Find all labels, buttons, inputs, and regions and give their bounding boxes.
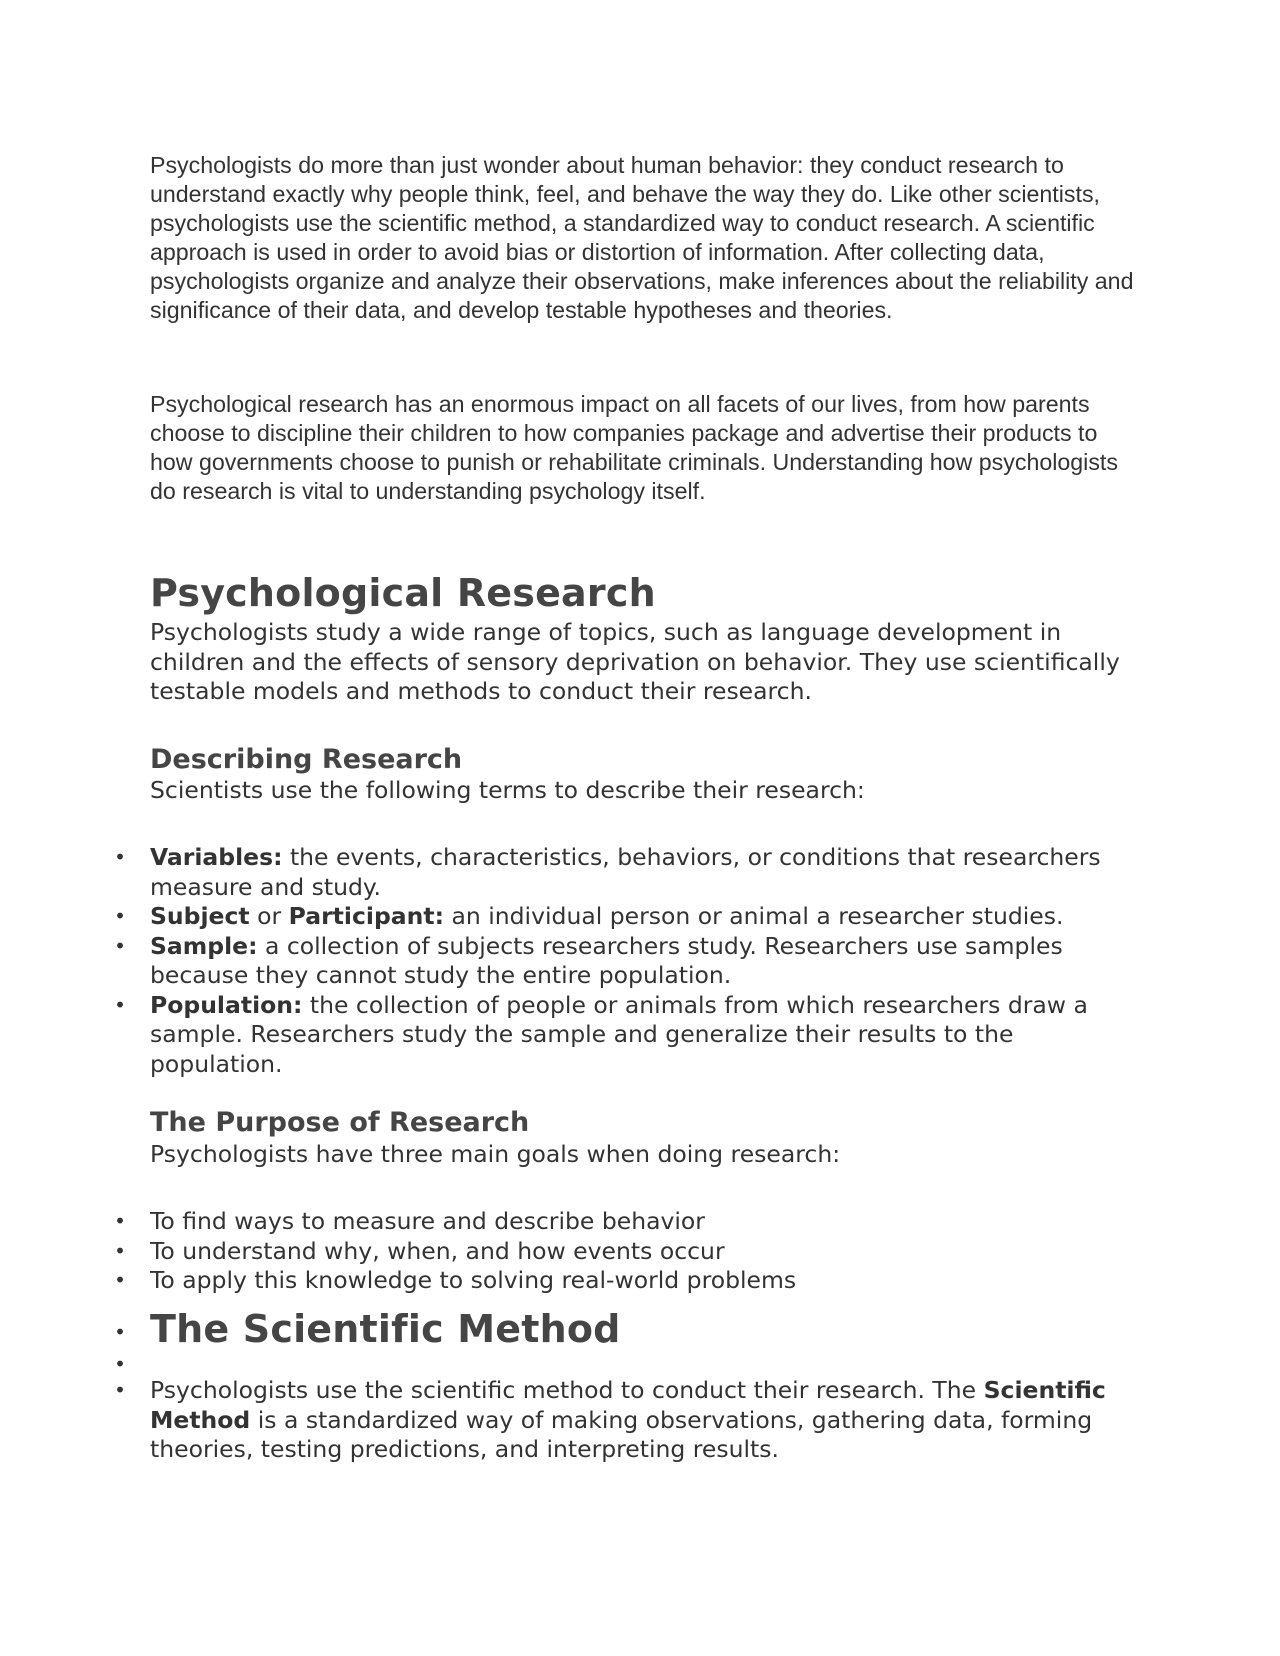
heading-psychological-research: Psychological Research — [150, 571, 656, 615]
term-participant: Participant: — [288, 902, 444, 930]
scientific-method-list — [114, 1306, 1140, 1465]
definition-subject: an individual person or animal a researcher studies. — [443, 902, 1064, 930]
bullet-icon: • — [114, 1268, 126, 1292]
list-item-method-body — [114, 1376, 1140, 1465]
method-body-prefix: Psychologists use the scientific method to conduct their research. The — [150, 1376, 984, 1404]
bullet-icon: • — [114, 992, 126, 1017]
terms-list — [114, 843, 1140, 1079]
definition-variables: the events, characteristics, behaviors, or conditions that researchers measure and study. — [150, 843, 1101, 901]
intro-paragraph-1: Psychologists do more than just wonder about human behavior: they conduct research to understand exactly why people think, feel, and behave the way they do. Like other scientists, psychologists use the scientific method, a standardized way to conduct research. A scientific approach is used in order to avoid bias or distortion of information. After collecting data, psychologists organize and analyze their observations, make inferences about the reliability and significance of their data, and develop testable hypotheses and theories. — [150, 152, 1134, 323]
definition-sample: a collection of subjects researchers study. Researchers use samples because they cannot study the entire population. — [150, 931, 1063, 989]
goal-text: To understand why, when, and how events occur — [150, 1236, 725, 1265]
list-item-empty — [114, 1350, 1140, 1376]
purpose-intro: Psychologists have three main goals when doing research: — [150, 1140, 841, 1168]
method-term: Scientific Method — [150, 1376, 1106, 1434]
method-body-suffix: is a standardized way of making observations, gathering data, forming theories, testing predictions, and interpreting results. — [150, 1405, 1093, 1463]
list-item-goal — [114, 1266, 1140, 1296]
list-item-goal — [114, 1236, 1140, 1267]
bullet-icon: • — [114, 1378, 126, 1402]
term-subject: Subject — [150, 902, 250, 930]
goals-list — [114, 1207, 1140, 1296]
term-connector: or — [249, 902, 289, 930]
bullet-icon: • — [114, 845, 126, 869]
research-paragraph: Psychologists study a wide range of topics, such as language development in children and the effects of sensory deprivation on behavior. They use scientifically testable models and methods to conduct their research. — [150, 618, 1120, 705]
term-population: Population: — [150, 990, 303, 1019]
list-item-variables — [114, 843, 1140, 902]
list-item-method-heading — [114, 1306, 1140, 1351]
list-item-subject — [114, 902, 1140, 932]
heading-purpose-of-research: The Purpose of Research — [150, 1107, 530, 1138]
intro-paragraph-2: Psychological research has an enormous impact on all facets of our lives, from how parents choose to discipline their children to how companies package and advertise their products to how governments choose to punish or rehabilitate criminals. Understanding how psychologists do research is vital to understanding psychology itself. — [150, 391, 1118, 504]
bullet-icon: • — [114, 1320, 126, 1344]
definition-population: the collection of people or animals from which researchers draw a sample. Researchers study the sample and generalize their results to the population. — [150, 990, 1088, 1078]
bullet-icon: • — [114, 933, 126, 958]
goal-text: To find ways to measure and describe behavior — [150, 1207, 705, 1235]
describing-intro: Scientists use the following terms to describe their research: — [150, 776, 865, 804]
bullet-icon: • — [114, 904, 126, 928]
heading-describing-research: Describing Research — [150, 744, 463, 775]
list-item-goal — [114, 1207, 1140, 1237]
list-item-sample — [114, 931, 1140, 991]
bullet-icon: • — [114, 1238, 126, 1263]
goal-text: To apply this knowledge to solving real-world problems — [150, 1266, 797, 1294]
bullet-icon: • — [114, 1209, 126, 1233]
term-variables: Variables: — [150, 843, 283, 871]
term-sample: Sample: — [150, 931, 258, 960]
heading-scientific-method: The Scientific Method — [150, 1307, 621, 1351]
bullet-icon: • — [114, 1352, 126, 1376]
list-item-population — [114, 990, 1140, 1080]
